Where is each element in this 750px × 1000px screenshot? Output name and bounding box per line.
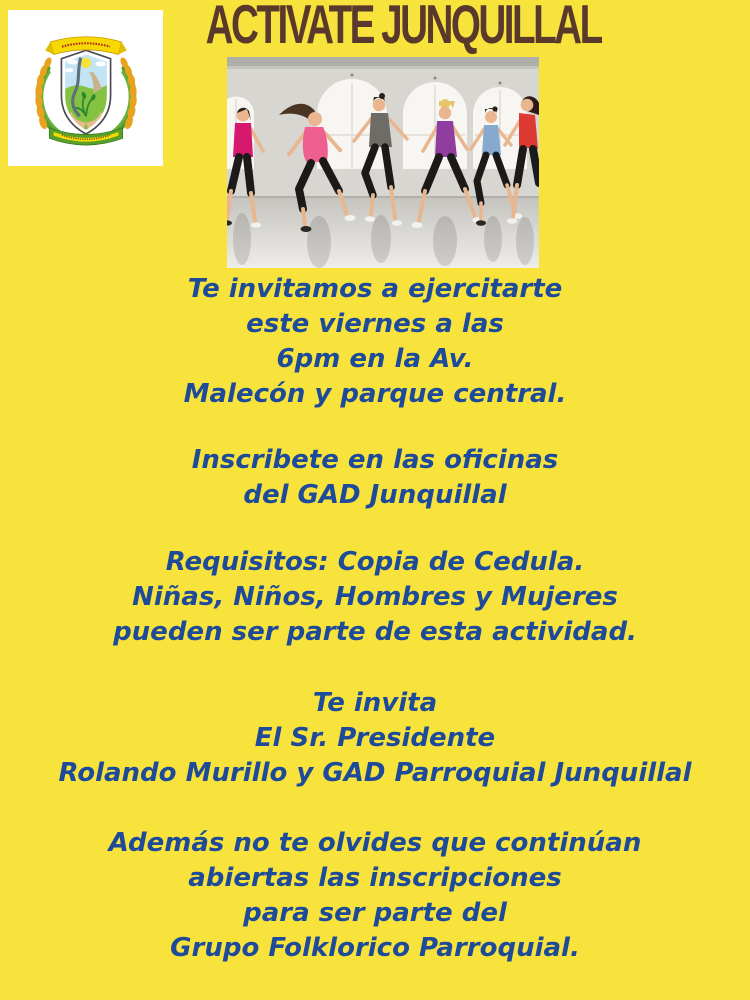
text-line: pueden ser parte de esta actividad. (113, 617, 637, 647)
text-line: Te invitamos a ejercitarte (187, 274, 563, 304)
text-line: este viernes a las (246, 309, 504, 339)
parish-crest-icon (18, 20, 154, 156)
page-title-text: ACTIVATE JUNQUILLAL (205, 0, 601, 55)
dance-class-illustration (227, 57, 539, 268)
text-line: 6pm en la Av. (276, 344, 474, 374)
text-line: Grupo Folklorico Parroquial. (170, 933, 580, 963)
page-title (168, 0, 638, 55)
text-line: Niñas, Niños, Hombres y Mujeres (132, 582, 618, 612)
dance-class-photo (227, 57, 539, 268)
paragraph-requirements (15, 545, 735, 650)
text-line: Malecón y parque central. (183, 379, 567, 409)
text-line: Te invita (312, 688, 438, 718)
text-line: abiertas las inscripciones (188, 863, 562, 893)
paragraph-folklore (15, 826, 735, 966)
text-line: El Sr. Presidente (254, 723, 496, 753)
text-line: Inscribete en las oficinas (191, 445, 559, 475)
paragraph-host (15, 686, 735, 791)
paragraph-register (15, 443, 735, 513)
paragraph-invite (15, 272, 735, 412)
text-line: para ser parte del (243, 898, 507, 928)
text-line: Requisitos: Copia de Cedula. (165, 547, 585, 577)
text-line: Rolando Murillo y GAD Parroquial Junquillal (58, 758, 692, 788)
text-line: del GAD Junquillal (243, 480, 507, 510)
logo-box (8, 10, 163, 166)
text-line: Además no te olvides que continúan (108, 828, 642, 858)
